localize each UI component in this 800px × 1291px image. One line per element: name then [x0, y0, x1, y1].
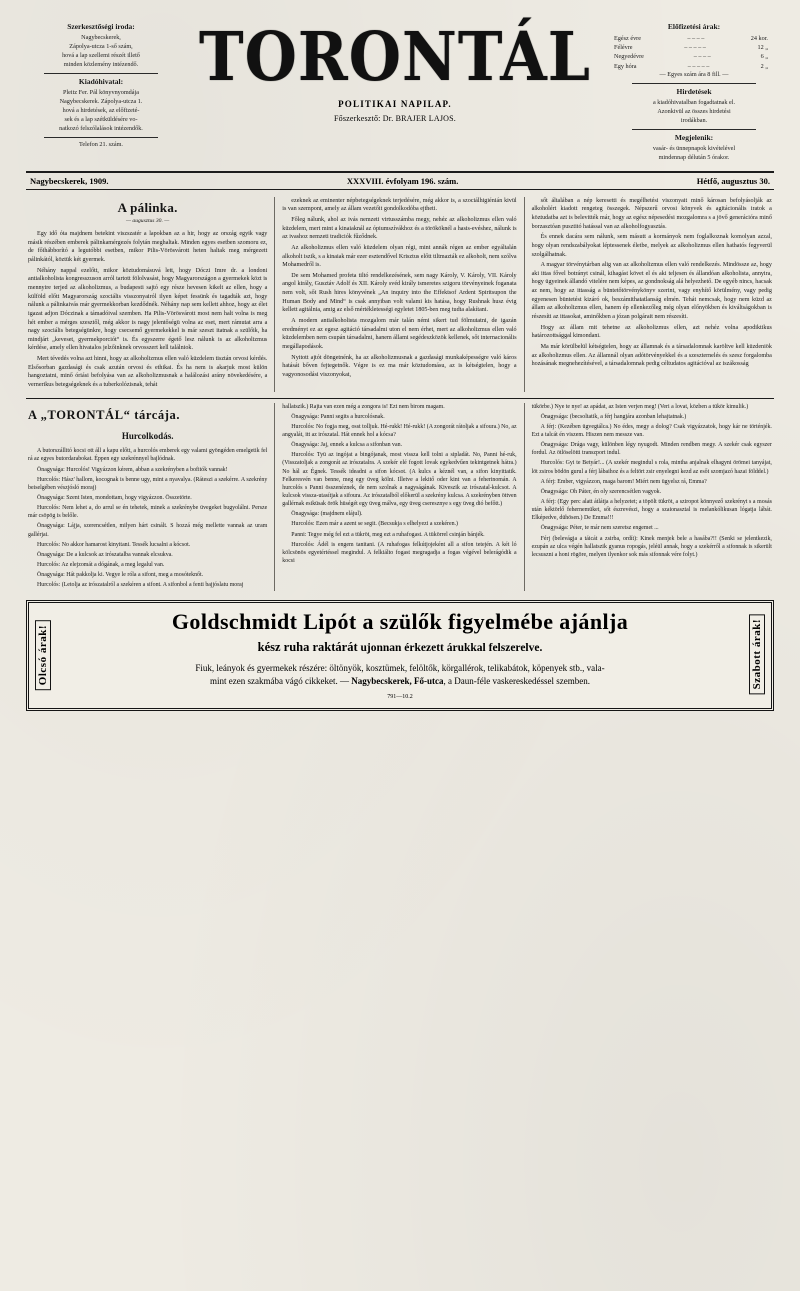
masthead-left-info — [26, 22, 176, 150]
ad-subheadline-rest: ujonnan érkezett árukkal felszerelve. — [357, 641, 543, 654]
feuilleton-title: A „TORONTÁL“ tárcája. — [28, 407, 181, 422]
editorial-office-heading: Szerkesztőségi iroda: — [67, 22, 135, 31]
article-paragraph: De sem Mohamed profeta tiltó rendelkezésének, sem nagy Károly, V. Károly, VII. Károly angol király, Gusztáv Adolf és XII. Károly svéd király ismeretes szigoru törvényeinek foganata nem volt, sőt Rush hires könyvének „An inquiry into the Effektsof Ardent Spiritsupon the Human Body and Mind“ is csak annyiban volt valami kis hatása, hogy Rushnak husz évig kellett agitálnia, amig az első mértékletességi egyletet 1805-ben meg tudta alakítani. — [282, 272, 517, 314]
article-paragraph: Az alkoholizmus ellen való küzdelem olyan régi, mint annák régen az ember egyáltalán alkoholt iszik, s a kinaiak már ezer esztendővel Krisztus előtt tiltmazták ez alkoholt, nem szólva Mohamedről is. — [282, 244, 517, 269]
main-article — [26, 197, 774, 392]
article-paragraph: A magyar törvénytárban alig van az alkoholizmus ellen való rendelkezés. Mindössze az, hogy aki ittas fővel botrányt csinál, kihagást követ el és aki teljesen és állandóan alkoholista, annyira, hogy ügyeinek állandó vitelére nem képes, az gondnokság alá helyezhető. De egyéb nincs, hacsak az nem, hogy az ittasság a büntetőtörvénykönyv szerint, vagy enyhítő körülmény, vagy pedig egyenesen büntetést kizáró ok, beszámithatatlanság elmén. Tehát nemcsak, hogy nem küzd az állam az alkoholizmus ellen, hanem ép ellenkezőleg még olyan előnyökben és kiváltságokban is részesíti az ittasokat, aminőkben a józan polgárait nem részesíti. — [531, 262, 772, 321]
feuilleton-paragraph: Önagysága: (majdnem elájul). — [291, 511, 363, 518]
advertising-heading: Hirdetések — [676, 87, 712, 97]
ad-subheadline-emphasis: kész ruha raktárát — [257, 639, 358, 654]
ad-body-line-2 — [59, 675, 741, 688]
feuilleton-subtitle: Hurcolkodás. — [121, 430, 174, 441]
ad-left-banner: Olcsó árak! — [35, 620, 51, 690]
article-paragraph: ezeknek az eminenter népbetegségeknek terjedésére, még akkor is, a szociálhigiénián kivül is van szempont, amely az állam vezetőit gondolkodóba ejtheti. — [282, 197, 517, 213]
telephone-line: Telefon 21. szám. — [79, 140, 123, 148]
feuilleton-paragraph: Önagysága: Panni segits a hurcolósnak. — [291, 413, 385, 420]
article-paragraph: sőt általában a nép keresetti és megélhetési viszonyait minő károsan befolyásolják az alkoholért kiadott rengeteg összegek. Népszerű orvosi könyvek és agitácionális iratok a köztudatba azt is belevitték már, hogy az egész népesedési mozgalomra s a jövő generációra minő borzasztóan pusztitó hatással van az alkoholfogyasztás. — [531, 197, 772, 230]
feuilleton-column-2 — [275, 403, 524, 592]
feuilleton-paragraph: Önagysága: Jaj, ennek a kulcsa a sifonban van. — [291, 442, 403, 449]
feuilleton-paragraph: Önagysága: Drága vagy, különben légy nyugodt. Minden rendben megy. A szekér csak egyszer fordul. Az ötlöselötti transzport indul. — [531, 442, 772, 457]
feuilleton-paragraph: Önagysága: Péter, te már nem szeretsz engemet ... — [540, 525, 659, 532]
feuilleton-paragraph: Panni: Tegye még fel ezt a tükröt, meg ezt a ruhafogast. A tükörrel csinján bánjék. — [291, 531, 485, 538]
editorial-line-3: hová a lap szellemi részét illető — [62, 51, 140, 59]
feuilleton-section — [26, 403, 774, 592]
issue-place-year: Nagybecskerek, 1909. — [30, 175, 109, 186]
feuilleton-paragraph: Önagysága: Hát pakkolja ki. Vegye le róla a sifont, meg a mosóteknőt. — [37, 572, 204, 579]
article-paragraph: Nyitott ajtót döngetnénk, ha az alkoholizmusnak a gazdasági munkaképességre való káros hatását bőven fejtegetnők. Végre is ez ma már köztudomásu, az is kétségtelen, hogy a vagyonosodási viszonyokat, — [282, 354, 517, 378]
article-paragraph: Néhány nappal ezelőtt, mikor köztudomásuvá lett, hogy Dóczi Imre dr. a londoni antialkoholista kongresszuson arról tartott fölolvasást, hogy Magyarországon a gyermekek közt is mennyire terjed az alkoholizmus, a budapesti sajtó egy része hevesen kikelt az ellen, hogy a külföld előtt Magyarország szociális visszonyairól ilyen képet fessünk és tagadták azt, hogy nálunk a pálinkaivás már gyermekkorban kezdődnék. Néhány nap sem kellett ahhoz, hogy az élet igazat adjon Dóczinak a támadóival szemben. Ha Pilis-Vörösvárott most nem halt volna is meg hét ember a mérges szesztől, még akkor is nagy jelentőségü volna az eset, mert rámutat arra a nagy szociális betegségünkre, hogy csecsemő gyermekekkel is már szeszt itatnak a szülőik, ha mindjárt „keveset, gyermekporciót“ is. És egyszerre égető lesz nálunk is az alkoholizmus kérdése, amely ellen hivatalos jelzőinknek orvosszert kell találniok. — [28, 267, 268, 352]
feuilleton-paragraph: Hurcolós: No fogja meg, osst tolljuk. Hé-rukk! Hé-rukk! (A zongorát rátoljak a sifoura.) No, az angyalát, itt az irószatal. Hát ennek hol a kócsa? — [282, 423, 517, 439]
ad-body-line-1: Fiuk, leányok és gyermekek részére: öltönyök, kosztümek, felöltők, körgallérok, telikabátok, köpenyek stb., vala- — [195, 662, 605, 673]
masthead — [26, 18, 774, 163]
price-label-monthly: Egy hóra — [614, 62, 637, 70]
feuilleton-paragraph: Hurcolós: Ezen már a azent se segit. (Becsukja s elhelyezi a szekéren.) — [291, 521, 458, 528]
newspaper-title: TORONTÁL — [199, 18, 591, 97]
article-column-3 — [525, 197, 774, 392]
publishing-line-5: natkozó felszólalások intézendők. — [59, 124, 143, 132]
feuilleton-paragraph: Hurcolós: No akkor hamarost kinyitani. Tessék lucsalni a kócsot. — [37, 541, 191, 548]
feuilleton-paragraph: Önagysága: Oh Páter, én oly szerencsétlen vagyok. — [540, 488, 662, 495]
publishing-line-3: hová a hirdetések, az előfizeté- — [62, 106, 140, 114]
feuilleton-paragraph: Önagysága: De a kulcsok az irószatalba vannak elcsukva. — [37, 551, 173, 558]
price-value-quarter: 6 „ — [760, 53, 768, 61]
divider — [632, 129, 756, 130]
feuilleton-paragraph: Hurcolós: Nem lehet a, do arrul se én tehetek, minek a szekrénybe üvegeket bugyolálni. Persze már csöpög is belőle. — [28, 505, 268, 520]
article-paragraph: Egy idő óta majdnem betekint viszszatér a lapokban az a hir, hogy az ország egyik vagy másik részében emberek pálinkamérgezés folytán meghaltak. Minden egyes esetben szomoru ez, de főihábborító a legutóbbi esetben, mikor Pilis-Vörösvárott heten haltak meg mérgezett pálinkától, köztük két gyermek. — [28, 231, 268, 264]
feuilleton-paragraph: Hurcolós: Ádél is engem tanitani. (A ruhafogas felkútjojeként all a sifon tetején. A két ló kölcsönös egyetértéssel megindul. A felkiálto fogast megragadja a fogas végével belerágódik a kocsi — [282, 541, 517, 565]
editorial-line-1: Nagybecskerek, — [81, 33, 121, 41]
price-label-yearly: Egész évre — [614, 34, 641, 42]
advertising-line-2: Azonkivül az összes hirdetési — [657, 107, 731, 115]
editorial-line-2: Zápolya-utcza 1-ső szám, — [69, 42, 133, 50]
feuilleton-paragraph: A butorszállitó kocsi ott áll a kapu előtt, a hurcolós emberek egy valami gyöngéden emelgetik fel rá az egyes butordarabokat. Éppen egy szekrénnyel bajlódnak. — [28, 448, 268, 463]
ad-right-banner: Szabott árak! — [749, 614, 765, 694]
publishing-line-4: sek és a lap szétküldésére vo- — [64, 115, 138, 123]
article-date: — augusztus 30. — — [126, 218, 170, 225]
article-column-1 — [26, 197, 275, 392]
ad-left-banner-wrap — [33, 609, 53, 699]
article-title: A pálinka. — [117, 199, 178, 215]
ad-subheadline — [59, 640, 741, 655]
editor-in-chief: Főszerkesztő: Dr. BRAJER LAJOS. — [334, 114, 456, 123]
advertising-line-3: irodákban. — [680, 116, 708, 124]
masthead-center — [176, 18, 614, 123]
feuilleton-paragraph: Hurcolós: Hász' hallom, kocognak is benne ugy, mint a nyavalya. (Ráteszi a szekérre. A szekrény beiselgében vészjósló moraj) — [28, 476, 268, 491]
feuilleton-divider — [26, 398, 774, 399]
feuilleton-paragraph: Hurcolós: Tyü az ingójat a bingójanak, most vissza kell tolni a sipladát. No, Panni hé-ruk, (Visszatoljak a zongorát az irószatalra. A szekér elé fogott lovak egykedvűen tekintgetnek hátra.) No hál az Égnek. Tessék ideadni a sifon kócsot. (A kulcs a kéznél van, a sifon kinyittatik. Felkeresvén van benne, meg egy üveg kölni. Illetve a lekitő oder kint van a feherinomán. A hurcolós s Panni összenéznek, de nem szolnak a nagyságának. Kiveszik az irószatal-kulcsot. A kulcsok vissza-utasítjak a sifoura. Az irószatalból előkerül a szekrény kulcsa. A szekrényben öttven gallérnak esiküsak örök hüségét egy üveg málva, egy üveg cseresznye s egy üveg dió befőtt.) — [282, 452, 517, 508]
editorial-line-4: minden közlemény intézendő. — [63, 60, 139, 68]
article-paragraph: Mert tévedés volna azt hinni, hogy az alkoholizmus ellen való küzdelem tisztán orvosi kérdés. Elsősorban gazdasági és csak azután orvosi és ethikai. És ha nem is akarjuk most külön hangoztatni, minő óriási befolyása van az alkoholizmusnak a halálozási arány növekedésére, a vernerikus betegségeknek és a tuberkolózisnak, tehát — [28, 356, 268, 388]
article-paragraph: Főleg nálunk, ahol az ivás nemzeti virtusszámba megy, nehéz az alkoholizmus ellen való küzdelem, mert mint a kinaiaknál az ópiumszívákhoz és a törököknél a hasis-evéshez, nálunk is az ivashoz nemzeti tradiciók fűződnek. — [282, 217, 517, 241]
publication-heading: Megjelenik: — [674, 132, 714, 142]
price-label-half: Félévre — [614, 44, 633, 52]
article-paragraph: És ennek dacára sem nálunk, sem másutt a kormányok nem foglalkoznak komolyan azzal, hogy olyan rendszabályokat léptessenek életbe, melyek az alkoholizmus ellen hathatós fegyverül szolgálhatnak. — [531, 234, 772, 258]
subscription-heading: Előfizetési árak: — [667, 22, 721, 31]
ad-body-line-2-end: , a Daun-féle vaskereskedéssel szemben. — [443, 675, 590, 686]
price-value-monthly: 2 „ — [760, 62, 768, 70]
advertising-line-1: a kiadóhivatalban fogadtatnak el. — [652, 98, 736, 106]
price-value-half: 12 „ — [757, 44, 768, 52]
masthead-right-info — [614, 22, 774, 163]
publishing-office-heading: Kiadóhivatal: — [78, 76, 124, 86]
subscription-prices: Egész évre – – – – 24 kor. Félévre – – – – – 12 „ Negyedévre – – – – 6 „ Egy hóra – – – – – 2 „ — [614, 34, 768, 70]
issue-date: Hétfő, augusztus 30. — [696, 175, 770, 186]
feuilleton-paragraph: Hurcolós: (Letolja az irószatalról a szekéren a sifont. A sifonbol a fenti bajjóslatu moraj — [37, 582, 244, 589]
feuilleton-paragraph: Önagysága: Szent Isten, mondottam, hogy vigyázzon. Összetörte. — [37, 495, 192, 501]
price-value-yearly: 24 kor. — [750, 34, 768, 42]
issue-volume-number: XXXVIII. évfolyam 196. szám. — [346, 175, 459, 186]
feuilleton-paragraph: tükörbe.) Nye te nye! az apádat, az Isten verjen meg! (Veri a lovat, közben a tükör kimulik.) — [531, 403, 749, 410]
feuilleton-column-1 — [26, 403, 275, 592]
article-paragraph: Ma már körülbelül kétségtelen, hogy az államnak és a társadalomnak karöltve kell küzdeniök az alkoholizmus ellen. Az államnál olyan adótörvényekkel és a szeszternelés és szesz forgalomba hozásának megnehezítésével, a társadalomnak pedig céltudatos agitációval az iszákosság — [531, 343, 772, 368]
publication-line-2: mindennap délután 5 órakor. — [658, 153, 730, 161]
feuilleton-paragraph: Férj (belevágja a táicát a zsirba, ordít): Kinek menjek bele a hasába?!! (Senki se jelentkezik, ezupán az ulca végén hallatszik gyanus ropogás, jeléül annak, hogy a szekérről a sifonnak is sikerült lecsuszni a honi rögöre, melyen ilyenkor sok más sifonnak vére folyt.) — [531, 535, 772, 558]
feuilleton-paragraph: hallatszik.) Rajta van ezen még a zongora is! Ezt nem birom magam. — [282, 403, 445, 410]
article-paragraph: Hogy az állam mit tehetne az alkoholizmus ellen, azt nehéz volna apodiktikus határozottsággal kimondani. — [531, 324, 772, 340]
feuilleton-paragraph: Önagysága: Hurcolós! Vigyázzon kérem, abban a szekrényben a bofitók vannak! — [37, 466, 228, 473]
divider — [44, 137, 158, 138]
ad-address: Nagybecskerek, Fő-utca — [351, 675, 444, 686]
feuilleton-paragraph: Önagysága: Lájja, szerencsétlen, milyen hárt csinált. S hozzá még mellette vannak az uram gallérjai. — [28, 523, 268, 538]
feuilleton-paragraph: Hurcolós: Gyi te Betyár!... (A szekér megindul s rola, mintha anjalnak elhagyni örömei tanyájat, löt zsiros bödön gurul a férj lábaihoz és a feltört zsir enyelegni kezd az esőt szomjazó hazai földdel.) — [531, 460, 772, 475]
ad-body-line-2-start: mint ezen szakmába vágó cikkeket. — — [210, 675, 352, 686]
feuilleton-paragraph: A férj: Ember, vigyázzon, maga barom! Miért nem ügyelsz rá, Emma? — [540, 478, 707, 485]
ad-reference-code: 791—10.2 — [387, 693, 413, 700]
article-column-2 — [275, 197, 524, 392]
feuilleton-paragraph: A férj: (Kezében ügvegtálca.) No édes, megy a dolog? Csak vigyázzatok, hogy kár ne történjék. Ezt a talcát én viszem. Hiszen nem messze van. — [531, 423, 772, 439]
feuilleton-column-3 — [525, 403, 774, 592]
feuilleton-paragraph: A férj: (Egy perc alatt átlátja a helyzetet; a töpölt tükröt, a sziropot könnyező szekrényt s a mosás után kéktörlő fehernemüket, sőt észrevészi, hogy a szaionasztal is melankólikusan lógatja lábát. Elképedve, dühösen.) De Emma!!! — [531, 499, 772, 522]
divider — [632, 83, 756, 84]
divider — [44, 73, 158, 74]
single-copy-price: — Egyes szám ára 8 fill. — — [659, 71, 729, 79]
feuilleton-paragraph: Önagysága: (becsoltatik, a férj hangjára azonban lehajtatnak.) — [540, 413, 687, 420]
price-label-quarter: Negyedévre — [614, 53, 644, 61]
publishing-line-2: Nagybecskerek. Zápolya-utcza 1. — [59, 97, 143, 105]
publication-line-1: vasár- és ünnepnapok kivételével — [652, 144, 736, 152]
feuilleton-paragraph: Hurcolós: Az elejzomát a dógának, a meg legalul van. — [37, 561, 165, 568]
issue-bar — [26, 171, 774, 190]
ad-right-banner-wrap — [747, 609, 767, 699]
advertisement — [26, 600, 774, 710]
publishing-line-1: Pleitz Fer. Pál könyvnyomdája — [63, 88, 139, 96]
ad-headline: Goldschmidt Lipót a szülők figyelmébe ajánlja — [171, 609, 629, 635]
newspaper-subtitle: POLITIKAI NAPILAP. — [338, 99, 452, 109]
ad-body — [59, 662, 741, 688]
ad-content — [53, 609, 747, 699]
article-paragraph: A modern antialkoholista mozgalom már talán némi sikert tud fölmutatni, de igazán eredményt ez az egesz agitáció társadalmi uton el nem érhet, mert az alkoholizmus ellen való küzdelemben nem csupán társadalmi, hanem állami segédeszközök kellenek, sőt internacionális megállapodások. — [282, 318, 517, 350]
